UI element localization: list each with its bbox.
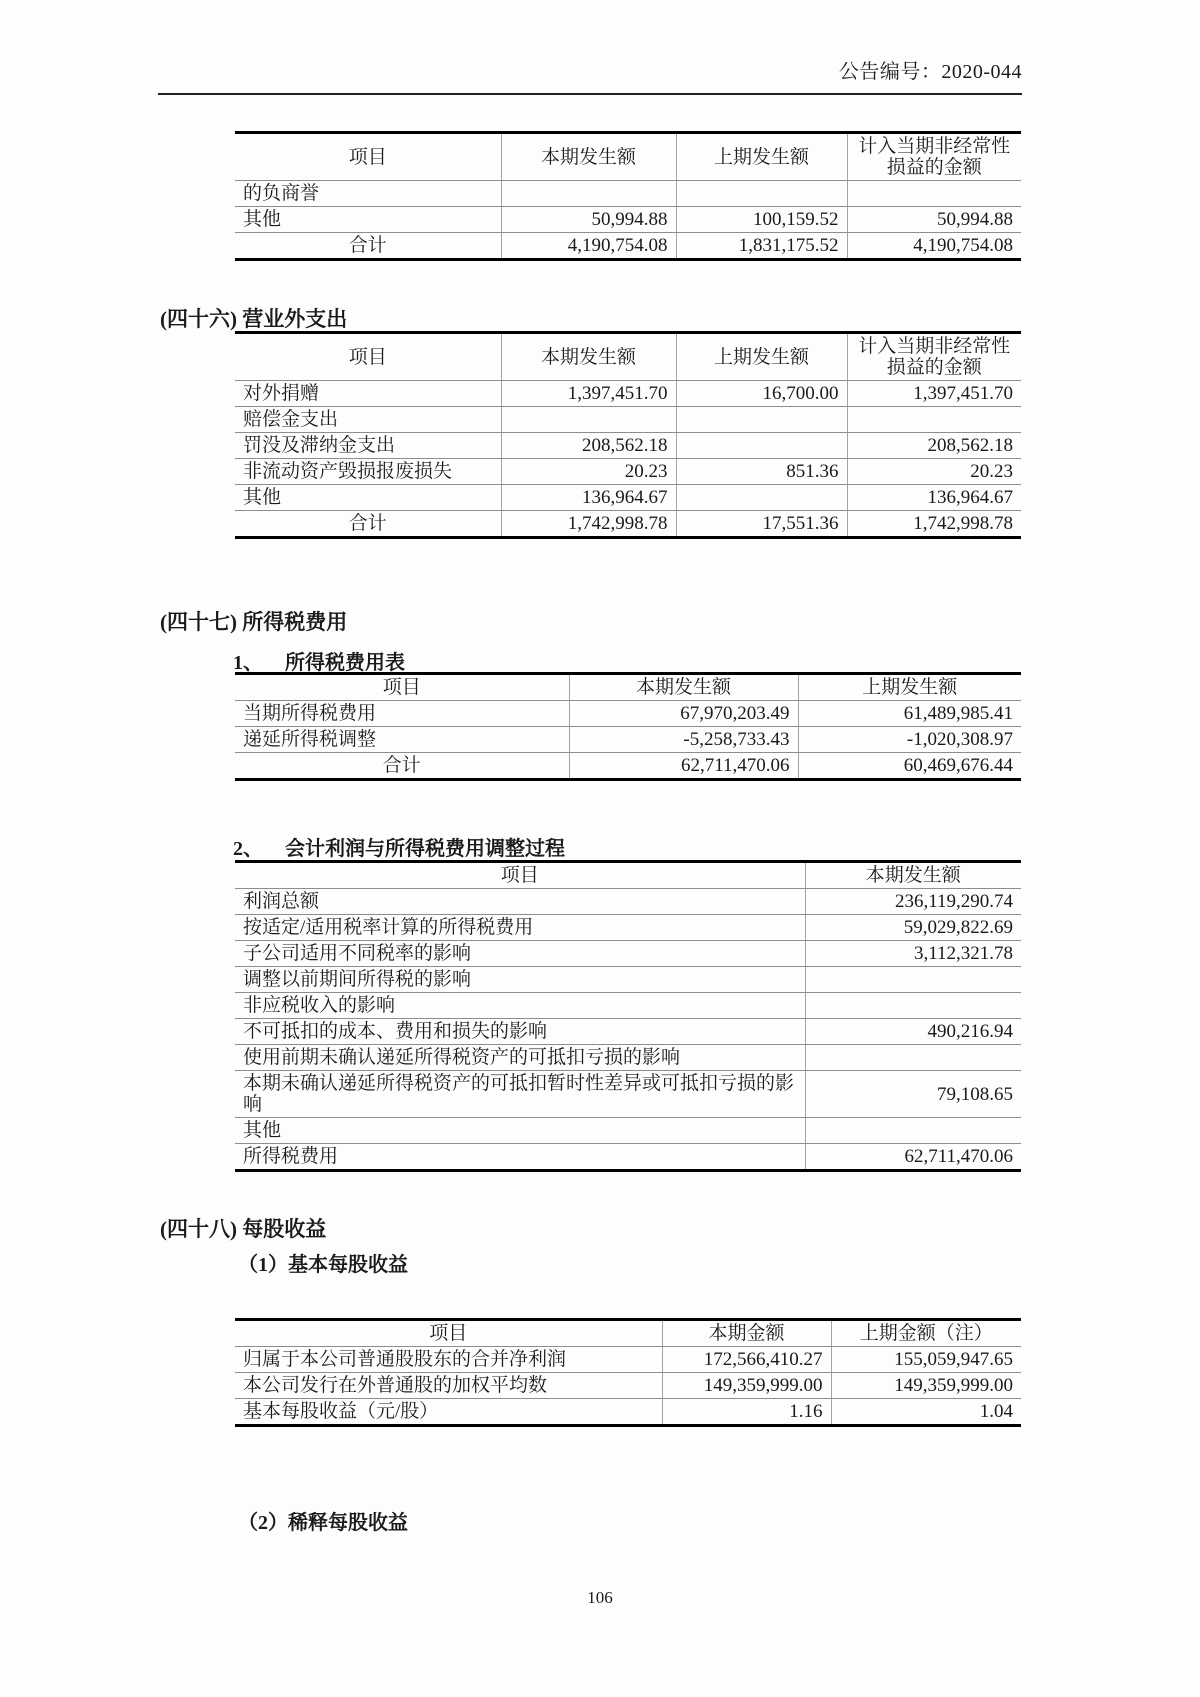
cell-prior: 851.36: [676, 459, 847, 485]
cell-current: 50,994.88: [501, 207, 676, 233]
cell-prior: 100,159.52: [676, 207, 847, 233]
table-total-row: [235, 1144, 1021, 1171]
cell-item: 不可抵扣的成本、费用和损失的影响: [235, 1019, 805, 1045]
table-row: [235, 381, 1021, 407]
cell-nonrecurring: 1,742,998.78: [847, 511, 1021, 538]
column-header: 本期金额: [662, 1320, 831, 1347]
subsection-1-title: [233, 646, 405, 675]
cell-prior: [676, 407, 847, 433]
cell-amount: [805, 1118, 1021, 1144]
cell-item: 调整以前期间所得税的影响: [235, 967, 805, 993]
table-header-row: [235, 333, 1021, 381]
column-header: 上期发生额: [798, 674, 1021, 701]
cell-nonrecurring: [847, 181, 1021, 207]
cell-current: 4,190,754.08: [501, 233, 676, 260]
column-header: 项目: [235, 133, 501, 181]
cell-item: 利润总额: [235, 889, 805, 915]
column-header-line: 损益的金额: [886, 357, 982, 378]
table-header-row: [235, 674, 1021, 701]
cell-amount: 62,711,470.06: [805, 1144, 1021, 1171]
cell-item: 对外捐赠: [235, 381, 501, 407]
column-header: 本期发生额: [501, 333, 676, 381]
cell-nonrecurring: 4,190,754.08: [847, 233, 1021, 260]
column-header: 本期发生额: [501, 133, 676, 181]
table-row: [235, 915, 1021, 941]
cell-item: 所得税费用: [235, 1144, 805, 1171]
cell-item: 其他: [235, 485, 501, 511]
cell-item: 按适定/适用税率计算的所得税费用: [235, 915, 805, 941]
table-total-row: [235, 753, 1021, 780]
table-header-row: [235, 133, 1021, 181]
table-row: [235, 207, 1021, 233]
table-row: [235, 1071, 1021, 1118]
cell-nonrecurring: 208,562.18: [847, 433, 1021, 459]
cell-prior: 60,469,676.44: [798, 753, 1021, 780]
cell-item: 使用前期未确认递延所得税资产的可抵扣亏损的影响: [235, 1045, 805, 1071]
cell-prior: 1.04: [831, 1399, 1021, 1426]
cell-prior: 61,489,985.41: [798, 701, 1021, 727]
column-header: 项目: [235, 862, 805, 889]
table-row: [235, 181, 1021, 207]
subsection-2-title: [233, 832, 565, 861]
table-row: [235, 941, 1021, 967]
column-header: 项目: [235, 333, 501, 381]
subsection-basic-eps-title: （1）基本每股收益: [238, 1254, 408, 1276]
cell-item: 子公司适用不同税率的影响: [235, 941, 805, 967]
table-row: [235, 1399, 1021, 1426]
column-header: 上期金额（注）: [831, 1320, 1021, 1347]
cell-amount: [805, 1045, 1021, 1071]
table-row: [235, 1019, 1021, 1045]
cell-amount: [805, 967, 1021, 993]
cell-item: 非应税收入的影响: [235, 993, 805, 1019]
cell-amount: 236,119,290.74: [805, 889, 1021, 915]
subsection-number: 1、: [233, 652, 263, 674]
cell-item: 非流动资产毁损报废损失: [235, 459, 501, 485]
column-header: 项目: [235, 674, 569, 701]
table-header-row: [235, 1320, 1021, 1347]
cell-item: 合计: [235, 511, 501, 538]
cell-current: [501, 407, 676, 433]
table-row: [235, 701, 1021, 727]
cell-current: 62,711,470.06: [569, 753, 798, 780]
table-row: [235, 1373, 1021, 1399]
cell-current: 1,742,998.78: [501, 511, 676, 538]
column-header: 本期发生额: [805, 862, 1021, 889]
tax-reconciliation-table: [235, 860, 1021, 1172]
cell-prior: 1,831,175.52: [676, 233, 847, 260]
cell-prior: 155,059,947.65: [831, 1347, 1021, 1373]
cell-item: 其他: [235, 207, 501, 233]
section-48-title: (四十八) 每股收益: [160, 1217, 327, 1241]
table-row: [235, 727, 1021, 753]
cell-item: 合计: [235, 753, 569, 780]
cell-current: 1.16: [662, 1399, 831, 1426]
table-total-row: [235, 233, 1021, 260]
cell-prior: -1,020,308.97: [798, 727, 1021, 753]
cell-current: 149,359,999.00: [662, 1373, 831, 1399]
table-header-row: [235, 862, 1021, 889]
column-header-line: 损益的金额: [886, 157, 982, 178]
column-header-line: 计入当期非经常性: [858, 136, 1011, 157]
cell-amount: 59,029,822.69: [805, 915, 1021, 941]
cell-current: 67,970,203.49: [569, 701, 798, 727]
cell-item: 的负商誉: [235, 181, 501, 207]
income-tax-expense-table: [235, 672, 1021, 781]
cell-nonrecurring: [847, 407, 1021, 433]
cell-prior: 16,700.00: [676, 381, 847, 407]
cell-prior: 149,359,999.00: [831, 1373, 1021, 1399]
cell-current: -5,258,733.43: [569, 727, 798, 753]
column-header-line: 计入当期非经常性: [858, 336, 1011, 357]
cell-amount: 3,112,321.78: [805, 941, 1021, 967]
cell-amount: 79,108.65: [805, 1071, 1021, 1118]
table-row: [235, 1347, 1021, 1373]
doc-number: 公告编号：2020-044: [838, 61, 1022, 83]
cell-current: 1,397,451.70: [501, 381, 676, 407]
cell-prior: [676, 181, 847, 207]
cell-item: 当期所得税费用: [235, 701, 569, 727]
cell-current: [501, 181, 676, 207]
cell-nonrecurring: 20.23: [847, 459, 1021, 485]
table-row: [235, 485, 1021, 511]
table-total-row: [235, 511, 1021, 538]
cell-item: 本公司发行在外普通股的加权平均数: [235, 1373, 662, 1399]
table-row: [235, 1118, 1021, 1144]
column-header: 项目: [235, 1320, 662, 1347]
cell-prior: 17,551.36: [676, 511, 847, 538]
non-operating-expenses-table: [235, 331, 1021, 539]
header-rule: [158, 93, 1022, 95]
cell-current: 208,562.18: [501, 433, 676, 459]
table-row: [235, 993, 1021, 1019]
cell-item: 罚没及滞纳金支出: [235, 433, 501, 459]
subsection-label: 会计利润与所得税费用调整过程: [285, 838, 565, 860]
cell-item: 其他: [235, 1118, 805, 1144]
table-row: [235, 459, 1021, 485]
cell-current: 136,964.67: [501, 485, 676, 511]
cell-item: 递延所得税调整: [235, 727, 569, 753]
cell-nonrecurring: 1,397,451.70: [847, 381, 1021, 407]
cell-amount: [805, 993, 1021, 1019]
column-header: [847, 333, 1021, 381]
column-header: 上期发生额: [676, 133, 847, 181]
continued-nonrecurring-table: [235, 131, 1021, 261]
table-row: [235, 433, 1021, 459]
cell-nonrecurring: 136,964.67: [847, 485, 1021, 511]
cell-amount: 490,216.94: [805, 1019, 1021, 1045]
subsection-number: 2、: [233, 838, 263, 860]
column-header: 本期发生额: [569, 674, 798, 701]
column-header: [847, 133, 1021, 181]
cell-item: 本期未确认递延所得税资产的可抵扣暂时性差异或可抵扣亏损的影响: [235, 1071, 805, 1118]
page-number: 106: [587, 1588, 613, 1607]
cell-item: 基本每股收益（元/股）: [235, 1399, 662, 1426]
table-row: [235, 407, 1021, 433]
section-46-title: (四十六) 营业外支出: [160, 307, 348, 331]
cell-current: 20.23: [501, 459, 676, 485]
cell-item: 赔偿金支出: [235, 407, 501, 433]
table-row: [235, 889, 1021, 915]
subsection-diluted-eps-title: （2）稀释每股收益: [238, 1512, 408, 1534]
section-47-title: (四十七) 所得税费用: [160, 610, 348, 634]
cell-nonrecurring: 50,994.88: [847, 207, 1021, 233]
table-row: [235, 1045, 1021, 1071]
cell-prior: [676, 433, 847, 459]
cell-item: 合计: [235, 233, 501, 260]
cell-item: 归属于本公司普通股股东的合并净利润: [235, 1347, 662, 1373]
table-row: [235, 967, 1021, 993]
basic-eps-table: [235, 1318, 1021, 1427]
subsection-label: 所得税费用表: [285, 652, 405, 674]
cell-current: 172,566,410.27: [662, 1347, 831, 1373]
column-header: 上期发生额: [676, 333, 847, 381]
cell-prior: [676, 485, 847, 511]
